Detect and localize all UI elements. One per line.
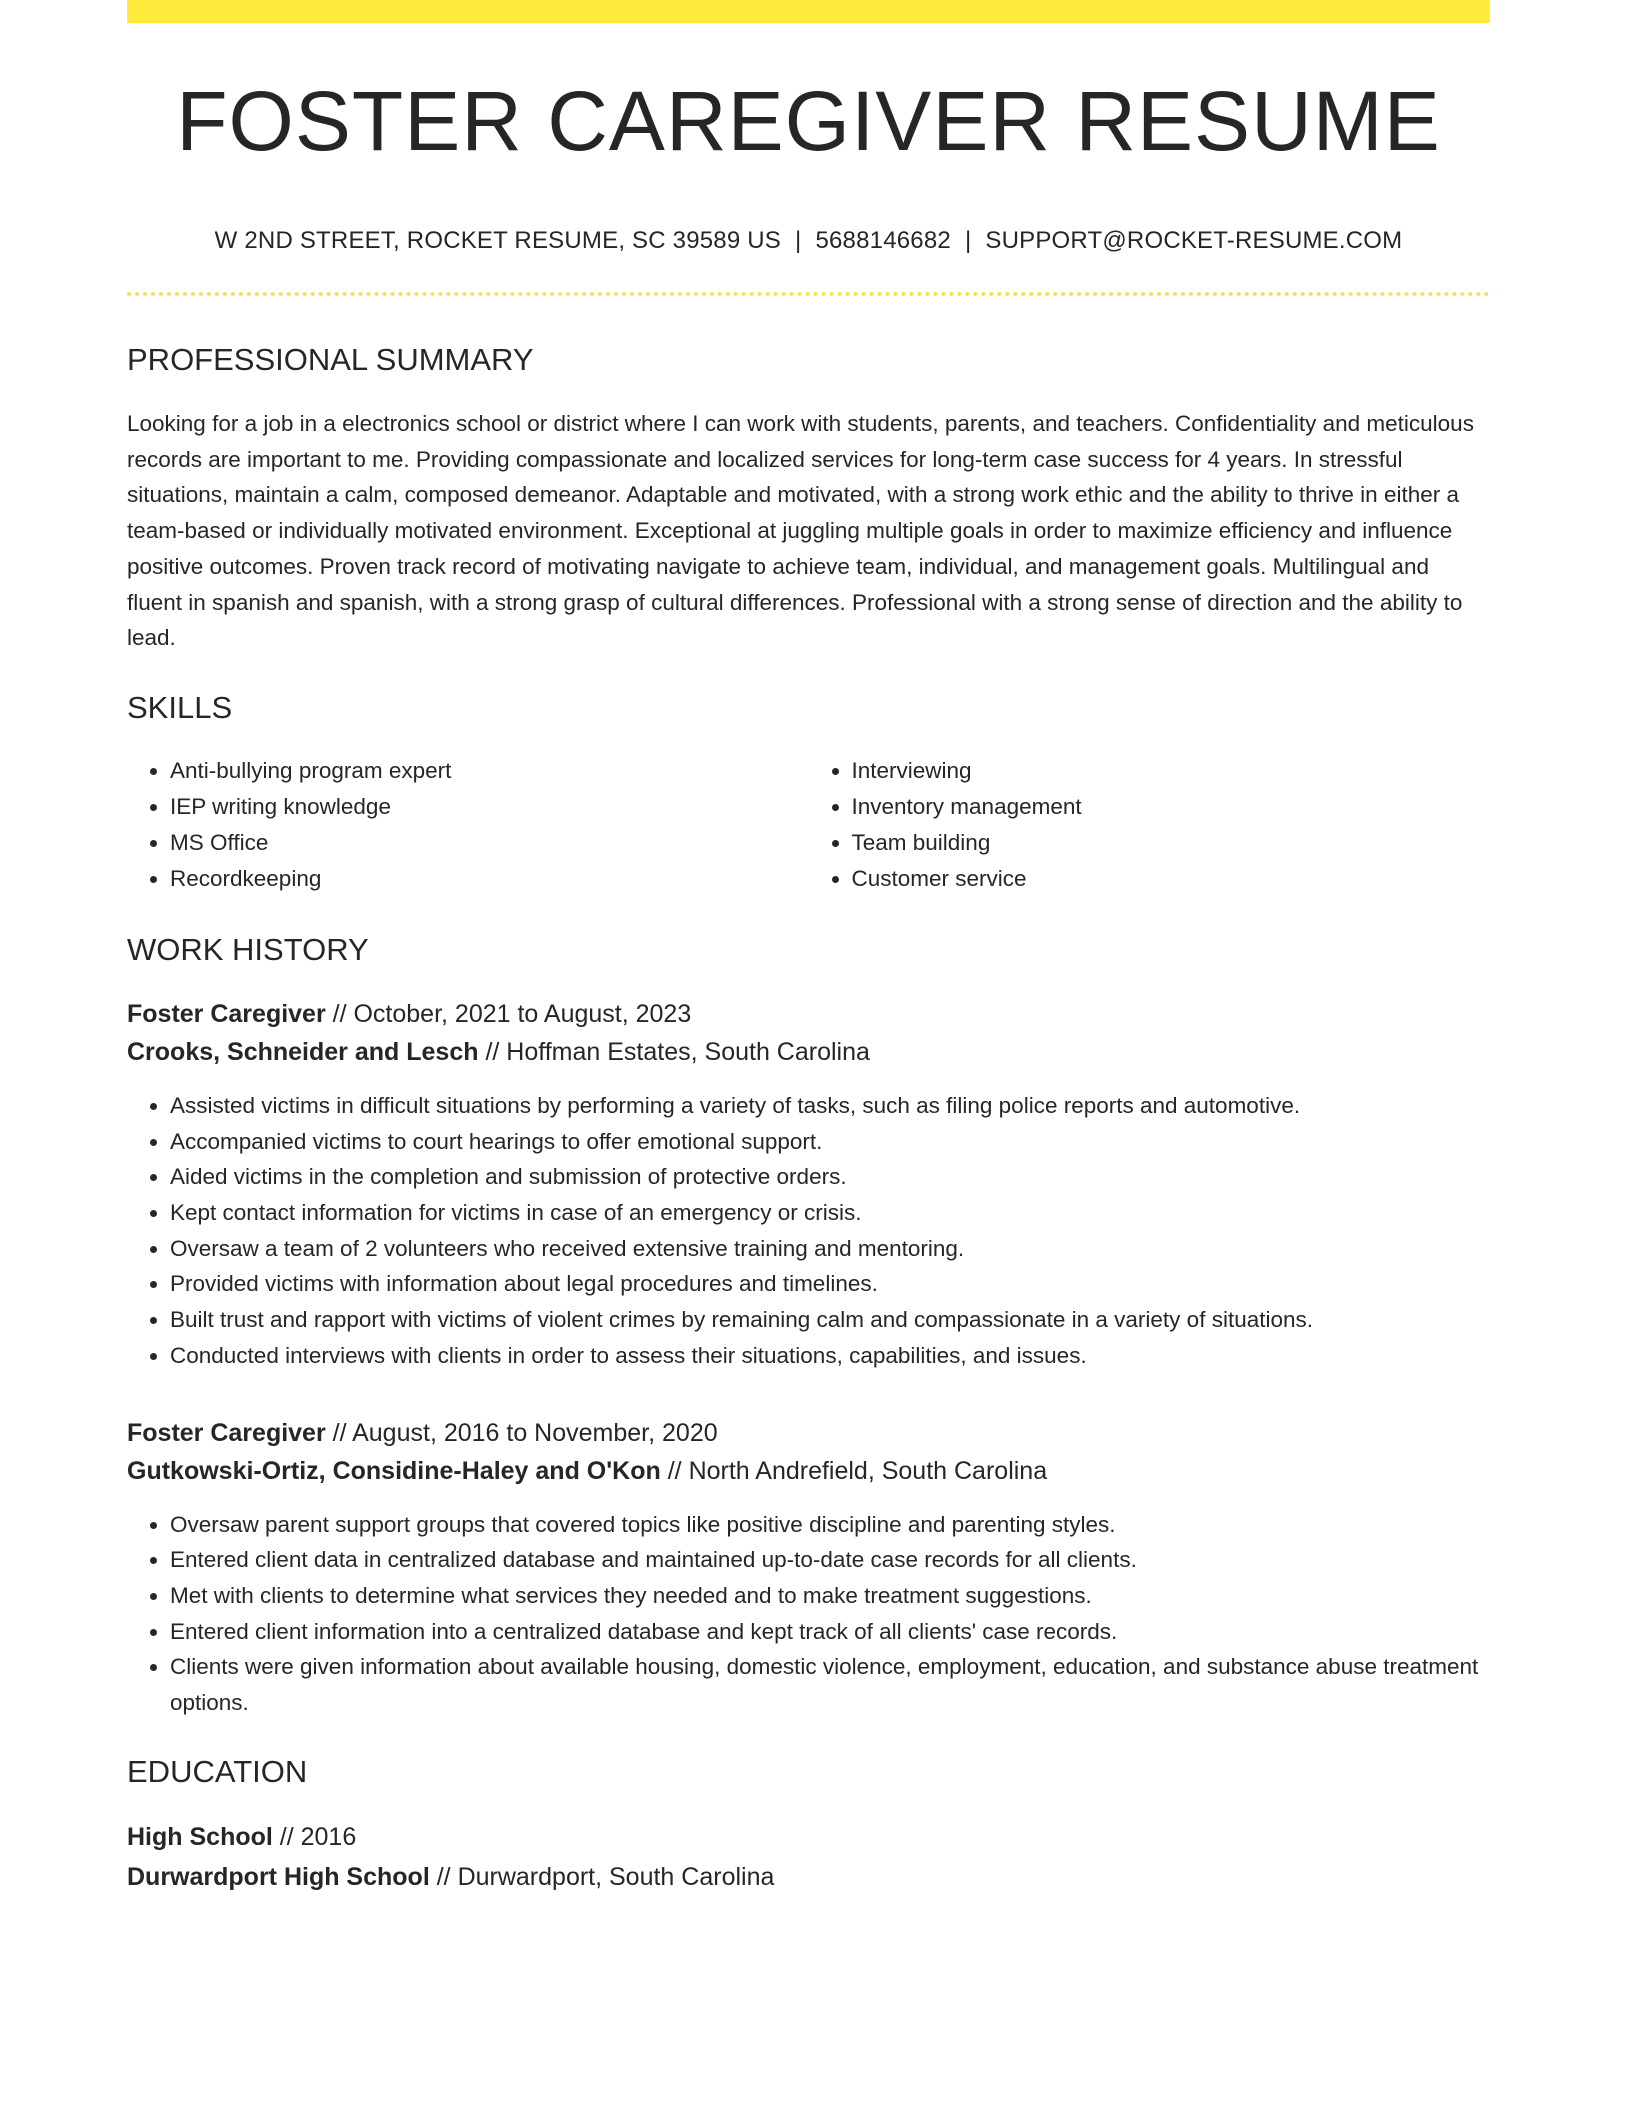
job-role: Foster Caregiver xyxy=(127,999,326,1028)
duty-item: • Aided victims in the completion and submission of protective orders. xyxy=(170,1159,1490,1195)
education-degree-line xyxy=(127,1817,1490,1857)
duty-item: • Oversaw parent support groups that covered topics like positive discipline and parenting styles. xyxy=(170,1507,1490,1543)
resume-page xyxy=(127,0,1490,1897)
duty-item: • Met with clients to determine what services they needed and to make treatment suggestions. xyxy=(170,1578,1490,1614)
contact-email: SUPPORT@ROCKET-RESUME.COM xyxy=(985,227,1403,254)
job-location: // Hoffman Estates, South Carolina xyxy=(478,1037,870,1066)
skill-item: • Team building xyxy=(852,825,1491,861)
job-title-line xyxy=(127,1414,1490,1452)
job-entry xyxy=(127,1414,1490,1721)
duty-item: • Assisted victims in difficult situations by performing a variety of tasks, such as filing police reports and automotive. xyxy=(170,1088,1490,1124)
skills-heading: SKILLS xyxy=(127,689,233,725)
job-company-line xyxy=(127,1452,1490,1490)
education-school: Durwardport High School xyxy=(127,1862,430,1891)
education-school-line xyxy=(127,1857,1490,1897)
dotted-divider xyxy=(127,292,1490,296)
skill-item: • Recordkeeping xyxy=(170,861,809,897)
skill-item: • MS Office xyxy=(170,825,809,861)
job-entry xyxy=(127,995,1490,1374)
education-degree: High School xyxy=(127,1822,273,1851)
skill-item: • Anti-bullying program expert xyxy=(170,753,809,789)
duty-item: • Provided victims with information about legal procedures and timelines. xyxy=(170,1266,1490,1302)
duty-item: • Entered client information into a centralized database and kept track of all clients' case records. xyxy=(170,1614,1490,1650)
summary-text: Looking for a job in a electronics school or district where I can work with students, parents, and teachers. Confidentiality and meticulous records are important to me. Providing compassionate and localized services for long-term case success for 4 years. In stressful situations, maintain a calm, composed demeanor. Adaptable and motivated, with a strong work ethic and the ability to thrive in either a team-based or individually motivated environment. Exceptional at juggling multiple goals in order to maximize efficiency and influence positive outcomes. Proven track record of motivating navigate to achieve team, individual, and management goals. Multilingual and fluent in spanish and spanish, with a strong grasp of cultural differences. Professional with a strong sense of direction and the ability to lead. xyxy=(127,411,1474,651)
duty-item: • Kept contact information for victims in case of an emergency or crisis. xyxy=(170,1195,1490,1231)
job-dates: // October, 2021 to August, 2023 xyxy=(325,999,692,1028)
contact-phone: 5688146682 xyxy=(815,227,951,254)
job-company: Crooks, Schneider and Lesch xyxy=(127,1037,479,1066)
skill-item: • Customer service xyxy=(852,861,1491,897)
job-company-line xyxy=(127,1033,1490,1071)
duty-item: • Clients were given information about available housing, domestic violence, employment, education, and substance abuse treatment options. xyxy=(170,1649,1490,1720)
education-year: // 2016 xyxy=(272,1822,357,1851)
contact-line xyxy=(127,229,1490,253)
education-entry xyxy=(127,1817,1490,1897)
job-dates: // August, 2016 to November, 2020 xyxy=(325,1418,718,1447)
skill-item: • Inventory management xyxy=(852,789,1491,825)
duty-item: • Built trust and rapport with victims of violent crimes by remaining calm and compassionate in a variety of situations. xyxy=(170,1302,1490,1338)
job-location: // North Andrefield, South Carolina xyxy=(660,1456,1048,1485)
job-duties xyxy=(127,1088,1490,1374)
job-company: Gutkowski-Ortiz, Considine-Haley and O'Kon xyxy=(127,1456,661,1485)
skill-item: • Interviewing xyxy=(852,753,1491,789)
skills-list xyxy=(127,753,1490,897)
job-title-line xyxy=(127,995,1490,1033)
work-history-heading: WORK HISTORY xyxy=(127,931,369,967)
duty-item: • Conducted interviews with clients in order to assess their situations, capabilities, and issues. xyxy=(170,1338,1490,1374)
education-heading: EDUCATION xyxy=(127,1753,308,1789)
contact-separator: | xyxy=(795,227,802,254)
skill-item: • IEP writing knowledge xyxy=(170,789,809,825)
accent-bar xyxy=(127,0,1490,23)
contact-address: W 2ND STREET, ROCKET RESUME, SC 39589 US xyxy=(214,227,782,254)
contact-separator: | xyxy=(964,227,972,254)
education-location: // Durwardport, South Carolina xyxy=(429,1862,775,1891)
skills-column-right xyxy=(809,753,1491,897)
summary-heading: PROFESSIONAL SUMMARY xyxy=(127,342,534,377)
job-role: Foster Caregiver xyxy=(127,1418,326,1447)
resume-title: FOSTER CAREGIVER RESUME xyxy=(176,74,1441,168)
duty-item: • Accompanied victims to court hearings to offer emotional support. xyxy=(170,1124,1490,1160)
job-duties xyxy=(127,1507,1490,1721)
duty-item: • Entered client data in centralized database and maintained up-to-date case records for all clients. xyxy=(170,1542,1490,1578)
duty-item: • Oversaw a team of 2 volunteers who received extensive training and mentoring. xyxy=(170,1231,1490,1267)
skills-column-left xyxy=(127,753,809,897)
